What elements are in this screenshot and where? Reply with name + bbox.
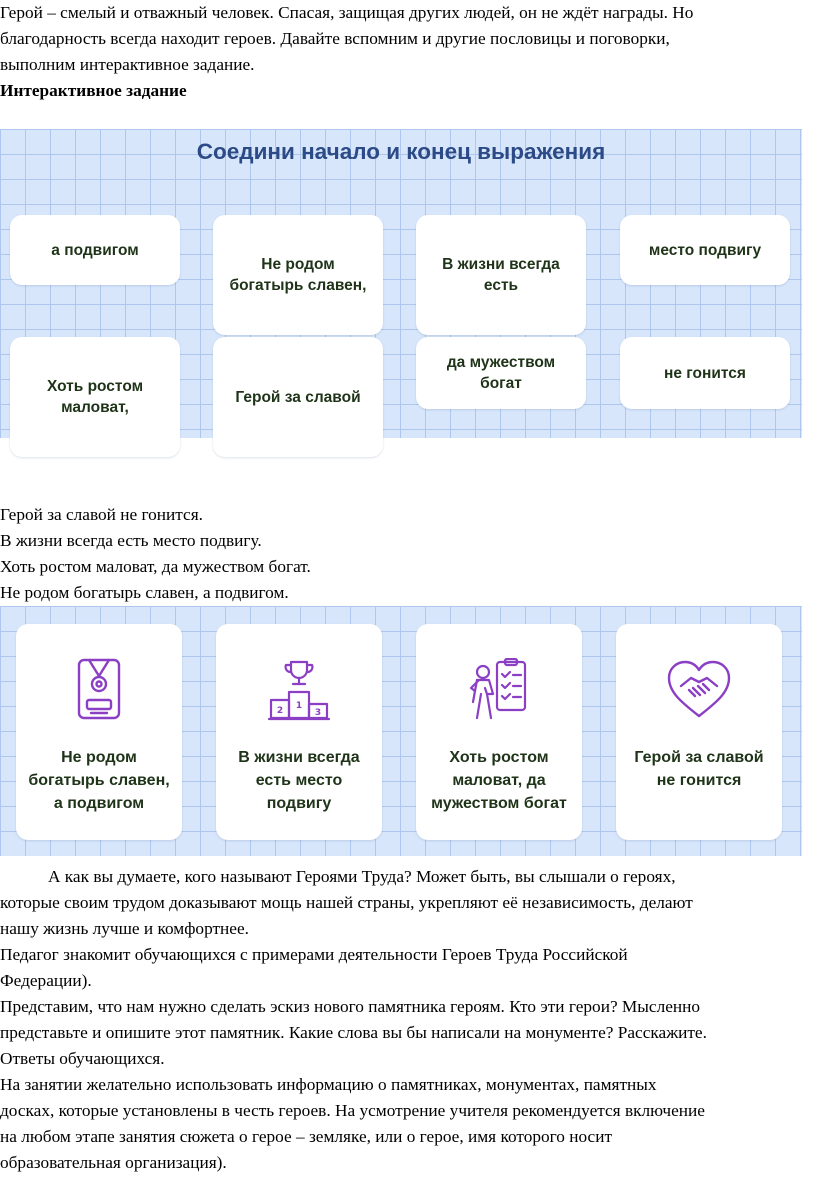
paragraph-line: Федерации). [0,971,92,990]
intro-line: Герой – смелый и отважный человек. Спасая, защищая других людей, он не ждёт награды. Но [0,3,694,22]
phrase-card[interactable]: да мужеством богат [416,337,586,409]
svg-text:3: 3 [314,708,322,718]
paragraph-line: На занятии желательно использовать информацию о памятниках, монументах, памятных [0,1075,657,1094]
answer-card [216,624,382,840]
answer-label: В жизни всегда есть место подвигу [238,749,360,812]
phrase-card[interactable]: место подвигу [620,215,790,285]
answer-line: Хоть ростом маловат, да мужеством богат. [0,557,311,576]
phrase-card[interactable]: а подвигом [10,215,180,285]
svg-text:1: 1 [295,701,303,711]
answer-card [416,624,582,840]
task-title: Соедини начало и конец выражения [196,139,606,164]
paragraph-line: Представим, что нам нужно сделать эскиз нового памятника героям. Кто эти герои? Мысленно [0,997,701,1016]
paragraph-line: нашу жизнь лучше и комфортнее. [0,919,249,938]
answer-label: Герой за славой не гонится [634,749,764,789]
paragraph-line: образовательная организация). [0,1153,227,1172]
phrase-card[interactable]: В жизни всегда есть [416,215,586,335]
answer-card [16,624,182,840]
phrase-card[interactable]: Герой за славой [213,337,383,457]
paragraph-line: Ответы обучающихся. [0,1049,165,1068]
section-heading: Интерактивное задание [0,81,187,100]
answer-label: Хоть ростом маловат, да мужеством богат [431,749,567,812]
answer-image [0,606,802,856]
paragraph-line: досках, которые установлены в честь героев. На усмотрение учителя рекомендуется включение [0,1101,705,1120]
heart-handshake-icon [667,658,731,722]
paragraph-line: которые своим трудом доказывают мощь нашей страны, укрепляют её независимость, делают [0,893,693,912]
phrase-card[interactable]: не гонится [620,337,790,409]
medal-icon [67,658,131,722]
intro-line: благодарность всегда находит героев. Давайте вспомним и другие пословицы и поговорки, [0,29,670,48]
task-image [0,129,802,438]
answer-line: В жизни всегда есть место подвигу. [0,531,262,550]
intro-line: выполним интерактивное задание. [0,55,255,74]
paragraph-line: на любом этапе занятия сюжета о герое – земляке, или о герое, имя которого носит [0,1127,613,1146]
answer-card [616,624,782,840]
answer-label: Не родом богатырь славен, а подвигом [28,749,170,812]
paragraph-line: представьте и опишите этот памятник. Какие слова вы бы написали на монументе? Расскажите. [0,1023,707,1042]
paragraph-line: А как вы думаете, кого называют Героями Труда? Может быть, вы слышали о героях, [48,867,676,886]
answer-line: Герой за славой не гонится. [0,505,203,524]
svg-text:2: 2 [276,706,284,716]
phrase-card[interactable]: Не родом богатырь славен, [213,215,383,335]
podium-trophy-icon [267,658,331,722]
hero-checklist-icon [467,658,531,722]
answer-line: Не родом богатырь славен, а подвигом. [0,583,289,602]
phrase-card[interactable]: Хоть ростом маловат, [10,337,180,457]
paragraph-line: Педагог знакомит обучающихся с примерами деятельности Героев Труда Российской [0,945,628,964]
